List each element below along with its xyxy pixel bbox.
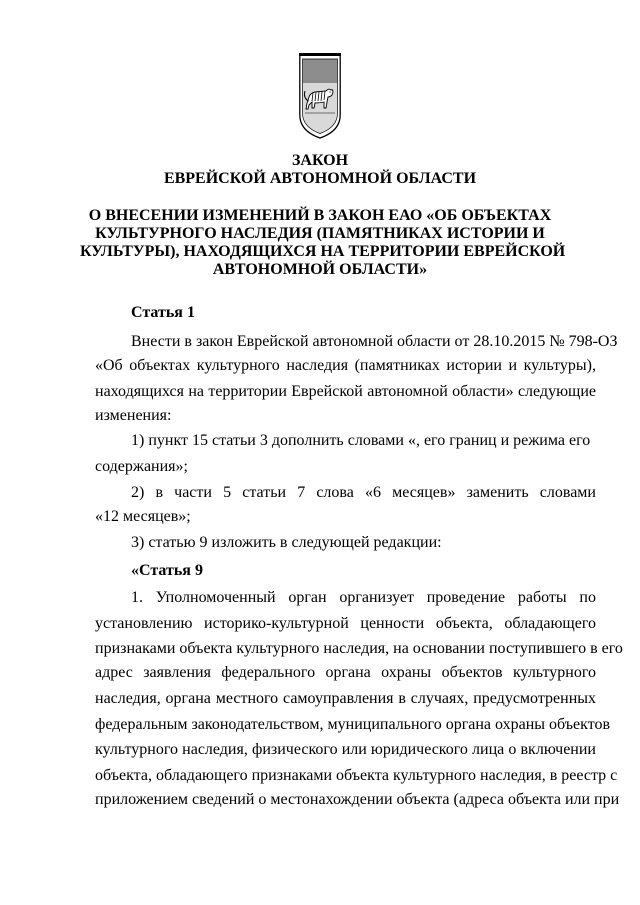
paragraph-line: содержания»;: [95, 458, 188, 475]
paragraph-line: находящихся на территории Еврейской автономной области» следующие: [95, 383, 596, 400]
paragraph-line: 2) в части 5 статьи 7 слова «6 месяцев» заменить словами: [131, 484, 596, 501]
paragraph-line: признаками объекта культурного наследия, на основании поступившего в его: [95, 640, 623, 657]
title-block: [80, 152, 560, 188]
paragraph-line: приложением сведений о местонахождении объекта (адреса объекта или при: [95, 791, 620, 808]
paragraph-line: установлению историко-культурной ценности объекта, обладающего: [95, 615, 596, 632]
paragraph-line: наследия, органа местного самоуправления в случаях, предусмотренных: [95, 690, 596, 707]
title-line: ЕВРЕЙСКОЙ АВТОНОМНОЙ ОБЛАСТИ: [163, 170, 477, 187]
subtitle-line: О ВНЕСЕНИИ ИЗМЕНЕНИЙ В ЗАКОН ЕАО «ОБ ОБЪЕКТАХ: [88, 207, 552, 224]
paragraph-line: 1) пункт 15 статьи 3 дополнить словами «, его границ и режима его: [131, 432, 591, 449]
paragraph-line: адрес заявления федерального органа охраны объектов культурного: [95, 664, 596, 681]
paragraph-line: изменения:: [95, 407, 172, 424]
paragraph-line: объекта, обладающего признаками объекта культурного наследия, в реестр с: [95, 767, 618, 784]
paragraph-line: «Об объектах культурного наследия (памятниках истории и культуры),: [95, 357, 596, 374]
title-line: ЗАКОН: [291, 152, 349, 169]
paragraph-line: культурного наследия, физического или юридического лица о включении: [95, 741, 596, 758]
subtitle-block: [80, 207, 566, 279]
subtitle-line: КУЛЬТУРНОГО НАСЛЕДИЯ (ПАМЯТНИКАХ ИСТОРИИ И: [95, 225, 545, 242]
paragraph-line: 1. Уполномоченный орган организует проведение работы по: [131, 589, 596, 606]
subtitle-line: АВТОНОМНОЙ ОБЛАСТИ»: [212, 261, 428, 278]
article-1-heading: Статья 1: [131, 304, 195, 321]
coat-of-arms-tiger-icon: [299, 53, 341, 139]
paragraph-line: «12 месяцев»;: [95, 508, 191, 525]
paragraph-line: Внести в закон Еврейской автономной области от 28.10.2015 № 798-ОЗ: [131, 333, 618, 350]
paragraph-line: федеральным законодательством, муниципального органа охраны объектов: [95, 716, 611, 733]
article-9-heading: «Статья 9: [131, 562, 203, 579]
paragraph-line: 3) статью 9 изложить в следующей редакции:: [131, 534, 442, 551]
subtitle-line: КУЛЬТУРЫ), НАХОДЯЩИХСЯ НА ТЕРРИТОРИИ ЕВРЕЙСКОЙ: [80, 243, 566, 260]
